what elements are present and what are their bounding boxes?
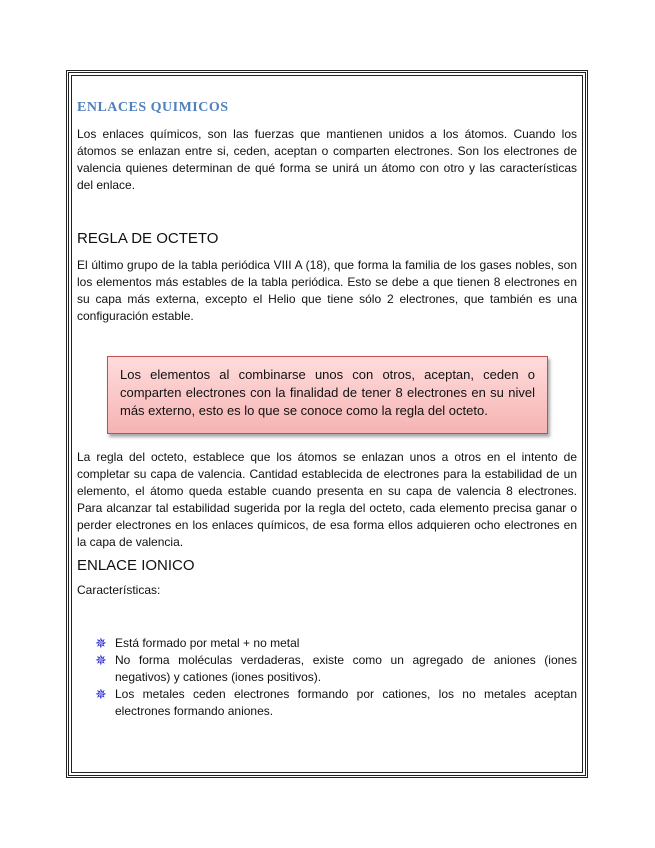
section-heading-ionico: ENLACE IONICO	[77, 557, 195, 574]
star-bullet-icon: ✵	[95, 635, 107, 651]
star-bullet-icon: ✵	[95, 652, 107, 668]
intro-paragraph: Los enlaces químicos, son las fuerzas que mantienen unidos a los átomos. Cuando los átomos se enlazan entre si, ceden, aceptan o comparten electrones. Son los electrones de valencia quienes determinan de qué forma se unirá un átomo con otro y las características del enlace.	[77, 127, 577, 192]
octeto-rule-paragraph: La regla del octeto, establece que los átomos se enlazan unos a otros en el intento de completar su capa de valencia. Cantidad establecida de electrones para la estabilidad de un elemento, el átomo queda estable cuando presenta en su capa de valencia 8 electrones. Para alcanzar tal estabilidad sugerida por la regla del octeto, cada elemento precisa ganar o perder electrones en los enlaces químicos, de esa forma ellos adquieren ocho electrones en la capa de valencia.	[77, 450, 577, 549]
list-item-text: No forma moléculas verdaderas, existe como un agregado de aniones (iones negativos) y cationes (iones positivos).	[115, 653, 577, 684]
document-title: ENLACES QUIMICOS	[77, 100, 229, 115]
characteristics-label: Características:	[77, 583, 161, 597]
list-item-text: Los metales ceden electrones formando por cationes, los no metales aceptan electrones formando aniones.	[115, 687, 577, 718]
octeto-callout-box: Los elementos al combinarse unos con otros, aceptan, ceden o comparten electrones con la finalidad de tener 8 electrones en su nivel más externo, esto es lo que se conoce como la regla del octeto.	[107, 356, 548, 434]
list-item-text: Está formado por metal + no metal	[115, 636, 300, 650]
list-item	[77, 635, 577, 652]
section-heading-octeto: REGLA DE OCTETO	[77, 230, 219, 247]
octeto-paragraph: El último grupo de la tabla periódica VIII A (18), que forma la familia de los gases nobles, son los elementos más estables de la tabla periódica. Esto se debe a que tienen 8 electrones en su capa más externa, excepto el Helio que tiene sólo 2 electrones, que también es una configuración estable.	[77, 258, 577, 323]
star-bullet-icon: ✵	[95, 686, 107, 702]
characteristics-list	[77, 635, 577, 720]
list-item	[77, 686, 577, 720]
list-item	[77, 652, 577, 686]
